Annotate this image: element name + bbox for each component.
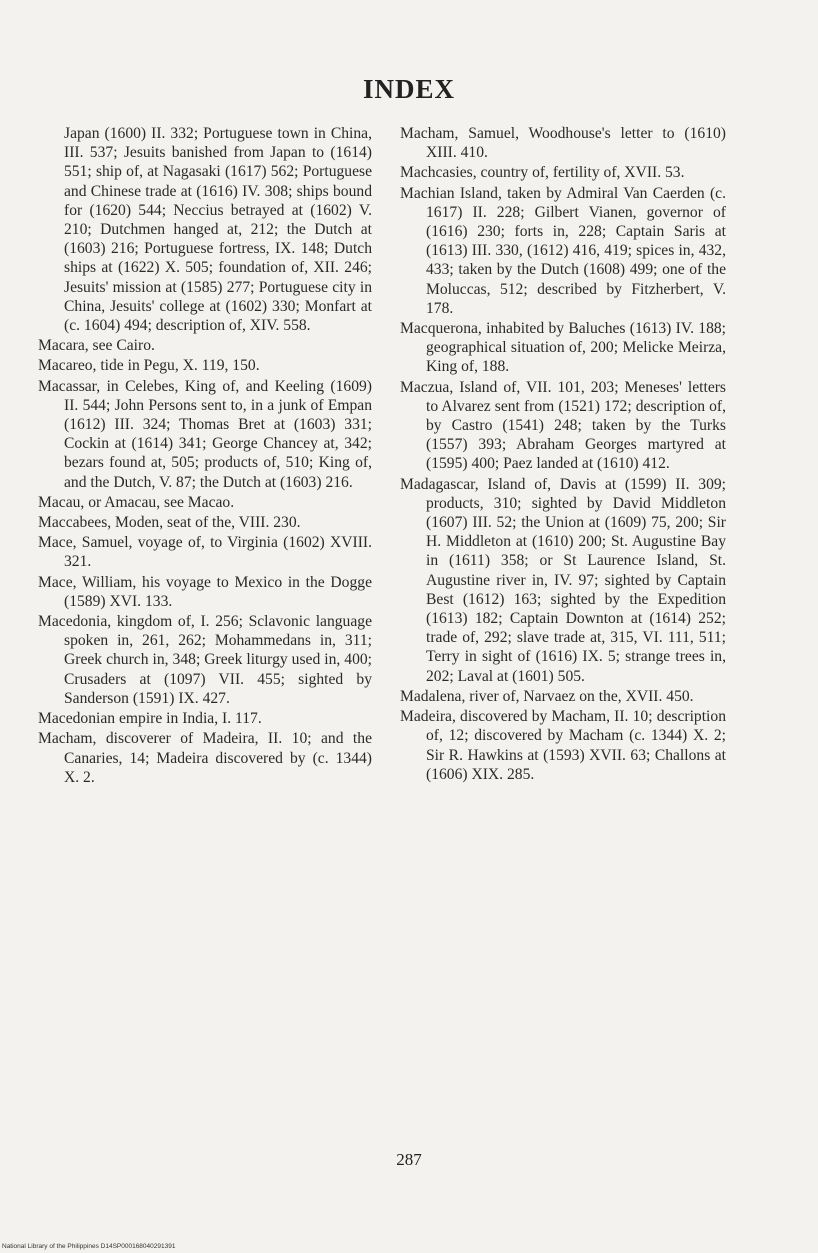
- index-entry: Madagascar, Island of, Davis at (1599) II. 309; products, 310; sighted by David Middleton (1607) III. 52; the Union at (1609) 75, 200; Sir H. Middleton at (1610) 200; St. Augustine Bay in (1611) 358; or St Laurence Island, St. Augustine river in, IV. 97; sighted by Captain Best (1612) 163; sighted by the Expedition (1613) 182; Captain Downton at (1614) 252; trade of, 292; slave trade at, 315, VI. 111, 511; Terry in sight of (1616) IX. 5; strange trees in, 202; Laval at (1601) 505.: [400, 475, 726, 685]
- index-entry: Macareo, tide in Pegu, X. 119, 150.: [38, 357, 260, 375]
- page-number: 287: [396, 1150, 422, 1169]
- index-entry: Macham, Samuel, Woodhouse's letter to (1610) XIII. 410.: [400, 125, 726, 162]
- index-column-right: [400, 124, 726, 785]
- footer-credit: National Library of the Philippines D14SP000168040291391: [2, 1243, 176, 1250]
- index-column-left: [38, 124, 372, 788]
- index-entry: Macedonia, kingdom of, I. 256; Sclavonic language spoken in, 261, 262; Mohammedans in, 311; Greek church in, 348; Greek liturgy used in, 400; Crusaders at (1097) VII. 455; sighted by Sanderson (1591) IX. 427.: [38, 613, 372, 707]
- index-entry: Machian Island, taken by Admiral Van Caerden (c. 1617) II. 228; Gilbert Vianen, governor of (1616) 230; forts in, 228; Captain Saris at (1613) III. 330, (1612) 416, 419; spices in, 432, 433; taken by the Dutch (1608) 499; one of the Moluccas, 512; described by Fitzherbert, V. 178.: [400, 184, 726, 317]
- index-entry: Macau, or Amacau, see Macao.: [38, 493, 235, 511]
- index-entry: Machcasies, country of, fertility of, XVII. 53.: [400, 164, 685, 182]
- index-entry: Macedonian empire in India, I. 117.: [38, 710, 262, 728]
- index-entry: Macassar, in Celebes, King of, and Keeling (1609) II. 544; John Persons sent to, in a junk of Empan (1612) III. 324; Thomas Bret at (1603) 331; Cockin at (1614) 341; George Chancey at, 342; bezars found at, 505; products of, 510; King of, and the Dutch, V. 87; the Dutch at (1603) 216.: [38, 377, 372, 491]
- index-entry: Mace, William, his voyage to Mexico in the Dogge (1589) XVI. 133.: [38, 573, 372, 610]
- index-entry: Macara, see Cairo.: [38, 337, 155, 355]
- index-entry: Japan (1600) II. 332; Portuguese town in China, III. 537; Jesuits banished from Japan to (1614) 551; ship of, at Nagasaki (1617) 562; Portuguese and Chinese trade at (1616) IV. 308; ships bound for (1620) 544; Neccius betrayed at (1602) V. 210; Dutchmen hanged at, 212; the Dutch at (1603) 216; Portuguese fortress, IX. 148; Dutch ships at (1622) X. 505; foundation of, XII. 246; Jesuits' mission at (1585) 277; Portuguese city in China, Jesuits' college at (1602) 330; Monfart at (c. 1604) 494; description of, XIV. 558.: [64, 125, 372, 335]
- index-entry: Madeira, discovered by Macham, II. 10; description of, 12; discovered by Macham (c. 1344) X. 2; Sir R. Hawkins at (1593) XVII. 63; Challons at (1606) XIX. 285.: [400, 708, 726, 783]
- index-entry: Madalena, river of, Narvaez on the, XVII. 450.: [400, 687, 694, 705]
- index-entry: Mace, Samuel, voyage of, to Virginia (1602) XVIII. 321.: [38, 534, 372, 571]
- index-entry: Maccabees, Moden, seat of the, VIII. 230.: [38, 514, 301, 532]
- index-entry: Maczua, Island of, VII. 101, 203; Meneses' letters to Alvarez sent from (1521) 172; description of, by Castro (1541) 248; taken by the Turks (1557) 393; Abraham Georges martyred at (1595) 400; Paez landed at (1610) 412.: [400, 378, 726, 473]
- index-entry: Macham, discoverer of Madeira, II. 10; and the Canaries, 14; Madeira discovered by (c. 1344) X. 2.: [38, 730, 372, 786]
- page-title: INDEX: [362, 74, 455, 104]
- index-entry: Macquerona, inhabited by Baluches (1613) IV. 188; geographical situation of, 200; Melicke Meirza, King of, 188.: [400, 320, 726, 376]
